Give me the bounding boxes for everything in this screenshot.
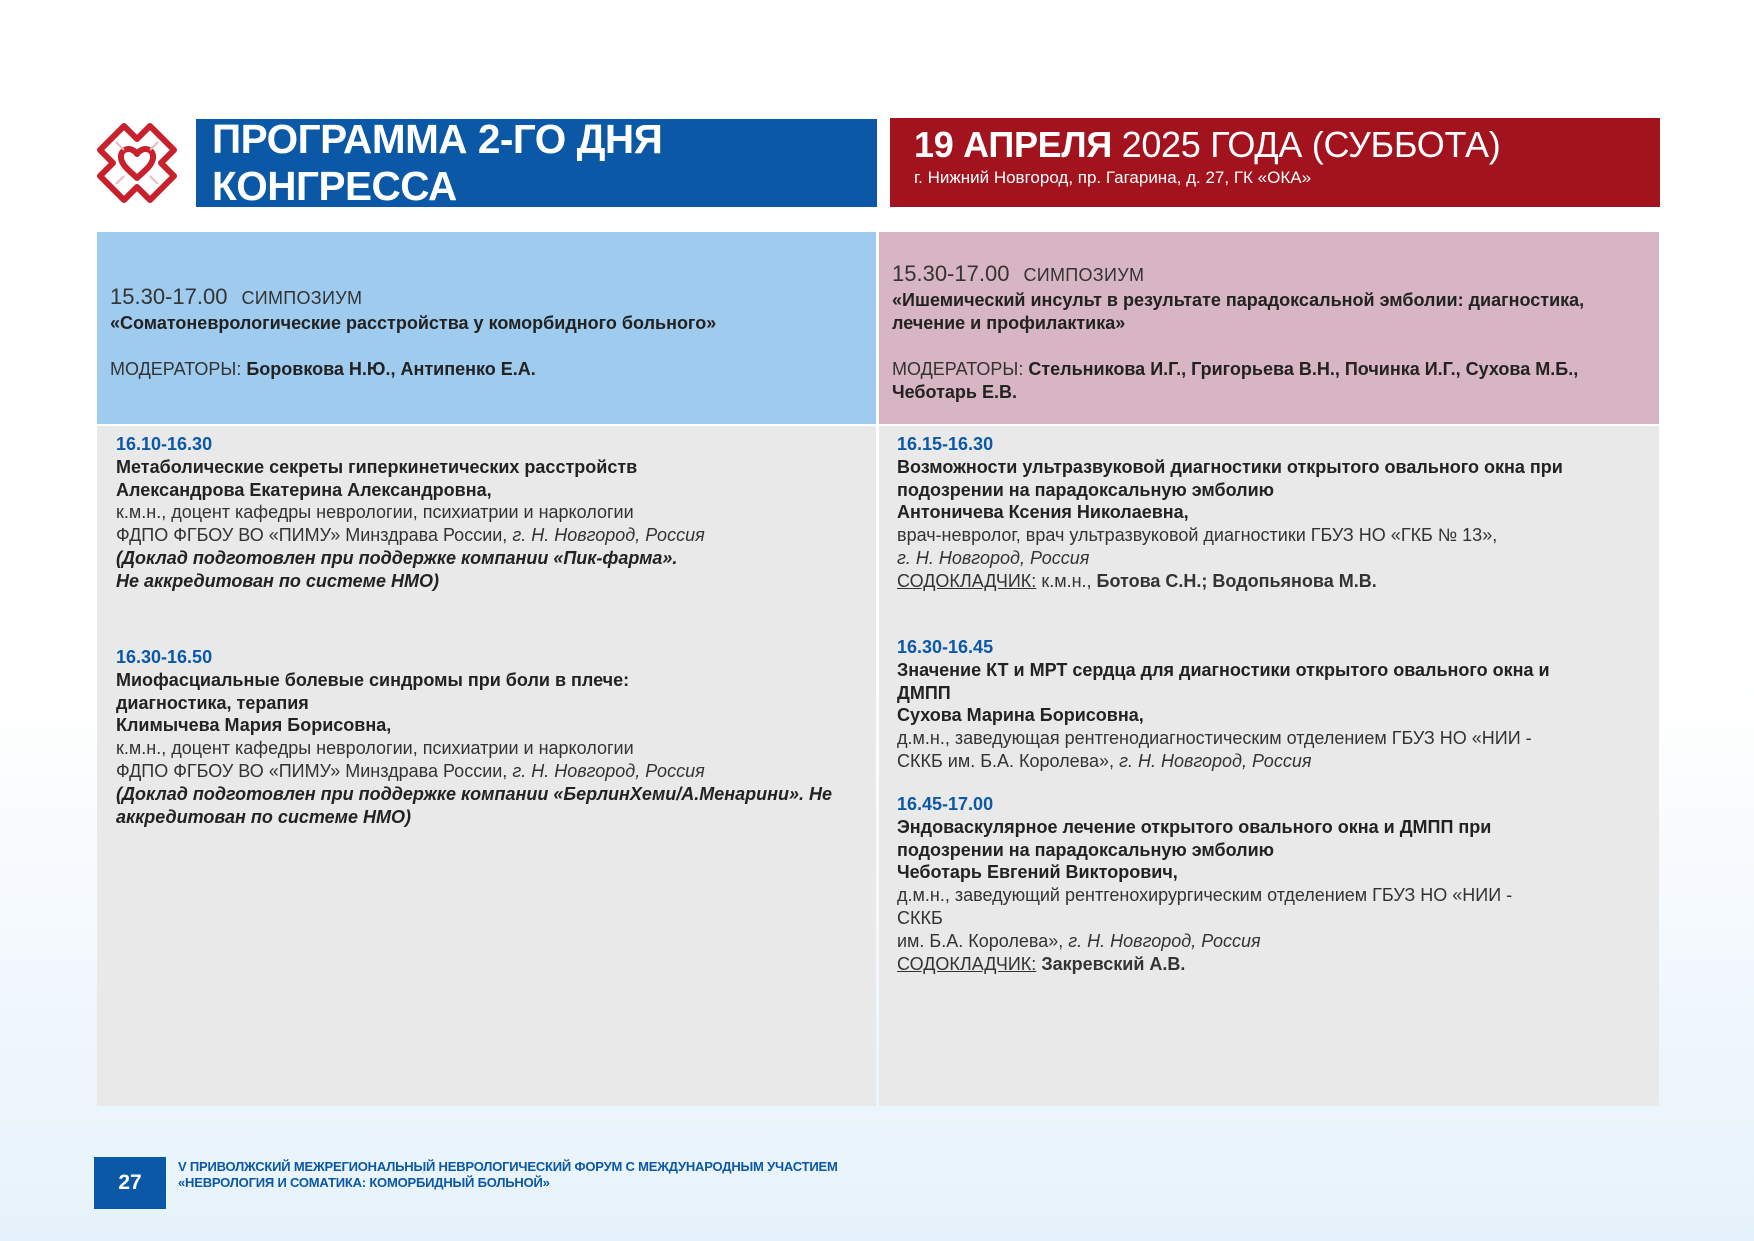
left-talks-panel	[97, 426, 876, 1106]
date-rest: 2025 ГОДА (СУББОТА)	[1111, 124, 1501, 165]
co-speaker-names: Ботова С.Н.; Водопьянова М.В.	[1096, 570, 1377, 591]
heart-knot-logo-icon	[94, 120, 180, 206]
talk-note-line2: Не аккредитован по системе НМО)	[116, 570, 439, 591]
right-symposium-time-row	[892, 261, 1652, 287]
talk-org: ФДПО ФГБОУ ВО «ПИМУ» Минздрава России,	[116, 760, 513, 781]
talk-title-line2: подозрении на парадоксальную эмболию	[897, 839, 1275, 860]
talk-time: 16.30-16.50	[116, 647, 213, 667]
talk-city: г. Н. Новгород, Россия	[897, 547, 1090, 568]
right-moderators-line2	[892, 381, 1652, 404]
talk-speaker: Александрова Екатерина Александровна,	[116, 479, 492, 500]
page-number: 27	[94, 1157, 166, 1209]
left-talk-1	[116, 433, 866, 593]
right-symposium-type: СИМПОЗИУМ	[1023, 265, 1145, 285]
talk-position: к.м.н., доцент кафедры неврологии, психиатрии и наркологии	[116, 502, 634, 523]
date-banner	[890, 118, 1660, 207]
left-symposium-time-row	[110, 284, 870, 310]
talk-speaker: Климычева Мария Борисовна,	[116, 715, 392, 736]
talk-note-line2: аккредитован по системе НМО)	[116, 806, 411, 827]
right-symposium-header	[879, 232, 1659, 424]
date-line	[914, 124, 1660, 166]
talk-co-speaker-row	[897, 953, 1652, 976]
right-talks-panel	[879, 426, 1659, 1106]
co-speaker-names: Закревский А.В.	[1036, 953, 1186, 974]
talk-title-line1: Значение КТ и МРТ сердца для диагностики открытого овального окна и	[897, 659, 1550, 680]
talk-speaker: Чеботарь Евгений Викторович,	[897, 862, 1178, 883]
left-moderators	[110, 358, 870, 381]
right-moderators	[892, 358, 1652, 381]
talk-title-line2: диагностика, терапия	[116, 692, 309, 713]
right-moderators-label: МОДЕРАТОРЫ:	[892, 359, 1024, 379]
talk-org-row	[116, 760, 866, 783]
right-talk-3	[897, 793, 1652, 975]
talk-time: 16.15-16.30	[897, 434, 994, 454]
talk-title: Метаболические секреты гиперкинетических расстройств	[116, 456, 638, 477]
date-bold: 19 АПРЕЛЯ	[914, 124, 1112, 165]
left-symposium-title: «Соматоневрологические расстройства у коморбидного больного»	[110, 313, 717, 333]
talk-position-line3: им. Б.А. Королева»,	[897, 930, 1069, 951]
talk-position-line1: д.м.н., заведующий рентгенохирургическим отделением ГБУЗ НО «НИИ -	[897, 885, 1513, 906]
talk-title-line1: Миофасциальные болевые синдромы при боли в плече:	[116, 669, 630, 690]
right-symposium-time: 15.30-17.00	[892, 261, 1010, 286]
right-symposium-title-line1: «Ишемический инсульт в результате парадоксальной эмболии: диагностика,	[892, 290, 1585, 310]
left-moderators-label: МОДЕРАТОРЫ:	[110, 359, 242, 379]
footer-forum-title	[178, 1159, 838, 1191]
talk-speaker: Антоничева Ксения Николаевна,	[897, 502, 1189, 523]
talk-time: 16.10-16.30	[116, 434, 213, 454]
co-speaker-label: СОДОКЛАДЧИК:	[897, 953, 1037, 974]
talk-time: 16.30-16.45	[897, 637, 994, 657]
right-talk-1	[897, 433, 1652, 593]
talk-org-row	[116, 524, 866, 547]
talk-speaker: Сухова Марина Борисовна,	[897, 705, 1144, 726]
talk-co-speaker-row	[897, 570, 1652, 593]
talk-city: г. Н. Новгород, Россия	[1119, 750, 1312, 771]
talk-title-line1: Возможности ультразвуковой диагностики открытого овального окна при	[897, 456, 1563, 477]
footer-line1: V ПРИВОЛЖСКИЙ МЕЖРЕГИОНАЛЬНЫЙ НЕВРОЛОГИЧЕСКИЙ ФОРУМ С МЕЖДУНАРОДНЫМ УЧАСТИЕМ	[178, 1159, 838, 1174]
talk-position-row	[897, 930, 1652, 953]
footer-line2: «НЕВРОЛОГИЯ И СОМАТИКА: КОМОРБИДНЫЙ БОЛЬНОЙ»	[178, 1175, 550, 1190]
talk-time: 16.45-17.00	[897, 794, 994, 814]
right-moderators-names-line2: Чеботарь Е.В.	[892, 382, 1017, 402]
talk-title-line2: подозрении на парадоксальную эмболию	[897, 479, 1275, 500]
co-speaker-label: СОДОКЛАДЧИК:	[897, 570, 1037, 591]
talk-position-line1: д.м.н., заведующая рентгенодиагностическим отделением ГБУЗ НО «НИИ -	[897, 728, 1532, 749]
program-title-banner	[196, 116, 877, 209]
co-speaker-degree: к.м.н.,	[1036, 570, 1097, 591]
talk-title-line2: ДМПП	[897, 682, 951, 703]
left-talk-2	[116, 646, 866, 828]
right-symposium-title-line2: лечение и профилактика»	[892, 313, 1126, 333]
talk-position-line2: СККБ	[897, 907, 943, 928]
talk-note-line1: (Доклад подготовлен при поддержке компании «БерлинХеми/А.Менарини». Не	[116, 783, 833, 804]
talk-position-line2: СККБ им. Б.А. Королева»,	[897, 750, 1120, 771]
talk-position-row	[897, 750, 1652, 773]
right-talk-2	[897, 636, 1652, 773]
talk-city: г. Н. Новгород, Россия	[512, 760, 705, 781]
talk-city: г. Н. Новгород, Россия	[512, 525, 705, 546]
location: г. Нижний Новгород, пр. Гагарина, д. 27, ГК «ОКА»	[914, 168, 1312, 187]
left-moderators-names: Боровкова Н.Ю., Антипенко Е.А.	[241, 359, 536, 379]
talk-org: ФДПО ФГБОУ ВО «ПИМУ» Минздрава России,	[116, 525, 513, 546]
left-symposium-header	[97, 232, 876, 424]
left-symposium-type: СИМПОЗИУМ	[241, 288, 363, 308]
talk-note-line1: (Доклад подготовлен при поддержке компании «Пик-фарма».	[116, 547, 678, 568]
right-moderators-names-line1: Стельникова И.Г., Григорьева В.Н., Починка И.Г., Сухова М.Б.,	[1023, 359, 1579, 379]
talk-title-line1: Эндоваскулярное лечение открытого овального окна и ДМПП при	[897, 816, 1492, 837]
talk-position: к.м.н., доцент кафедры неврологии, психиатрии и наркологии	[116, 738, 634, 759]
talk-position: врач-невролог, врач ультразвуковой диагностики ГБУЗ НО «ГКБ № 13»,	[897, 525, 1498, 546]
page-title: ПРОГРАММА 2-ГО ДНЯ КОНГРЕССА	[212, 116, 663, 209]
talk-city: г. Н. Новгород, Россия	[1068, 930, 1261, 951]
left-symposium-time: 15.30-17.00	[110, 284, 228, 309]
